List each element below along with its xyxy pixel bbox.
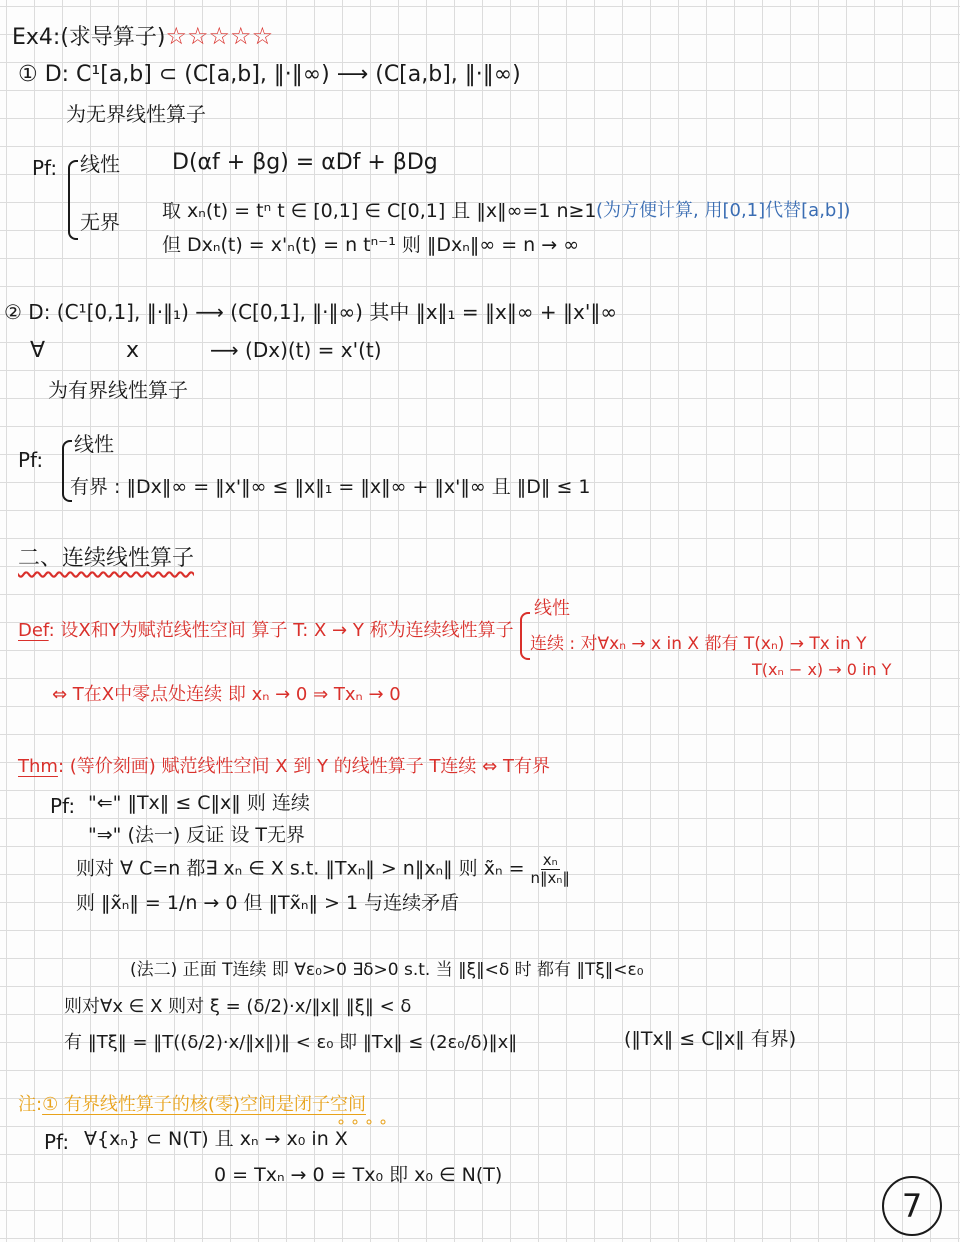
section-title: 二、连续线性算子 xyxy=(18,546,195,571)
thm-pf-line2: "⇒" (法一) 反证 设 T无界 xyxy=(88,824,305,846)
thm-pf-line7: 有 ‖Tξ‖ = ‖T((δ/2)·x/‖x‖)‖ < ε₀ 即 ‖Tx‖ ≤ (2ε₀/δ)‖x‖ xyxy=(64,1032,518,1053)
def-continuous-2: T(xₙ − x) → 0 in Y xyxy=(752,660,892,679)
thm-pf-line6: 则对∀x ∈ X 则对 ξ = (δ/2)·x/‖x‖ ‖ξ‖ < δ xyxy=(64,996,412,1017)
pf2-bounded: 有界 : ‖Dx‖∞ = ‖x'‖∞ ≤ ‖x‖₁ = ‖x‖∞ + ‖x'‖∞ 且 ‖D‖ ≤ 1 xyxy=(70,476,591,498)
pf2-linear-word: 线性 xyxy=(74,432,114,456)
star-rating: ☆☆☆☆☆ xyxy=(165,22,274,50)
thm-label: Thm xyxy=(18,756,58,777)
pf1-label: Pf: xyxy=(32,156,58,180)
emphasis-dots: ∘∘∘∘ xyxy=(336,1112,393,1131)
pf1-brace xyxy=(68,160,78,240)
equivalence: ⇔ T在X中零点处连续 即 xₙ → 0 ⇒ Txₙ → 0 xyxy=(52,684,401,705)
def-brace xyxy=(520,612,530,660)
def-continuous: 连续 : 对∀xₙ → x in X 都有 T(xₙ) → Tx in Y xyxy=(530,634,867,654)
pf1-take: 取 xₙ(t) = tⁿ t ∈ [0,1] ∈ C[0,1] 且 ‖x‖∞=1 n≥1 xyxy=(162,200,597,222)
ex4-label xyxy=(12,22,273,51)
fraction-denominator: n‖xₙ‖ xyxy=(530,868,570,887)
def-text: : 设X和Y为赋范线性空间 算子 T: X → Y 称为连续线性算子 xyxy=(48,620,514,641)
ex4-part1: ① D: C¹[a,b] ⊂ (C[a,b], ‖·‖∞) ⟶ (C[a,b], ‖·‖∞) xyxy=(18,62,521,87)
thm-pf-line4: 则 ‖x̃ₙ‖ = 1/n → 0 但 ‖Tx̃ₙ‖ > 1 与连续矛盾 xyxy=(76,892,460,914)
ex4-part2: ② D: (C¹[0,1], ‖·‖₁) ⟶ (C[0,1], ‖·‖∞) 其中 ‖x‖₁ = ‖x‖∞ + ‖x'‖∞ xyxy=(4,300,617,324)
def-label: Def xyxy=(18,620,49,641)
pf1-linear: D(αf + βg) = αDf + βDg xyxy=(172,150,438,175)
ex4-part1-note: 为无界线性算子 xyxy=(66,102,206,126)
pf1-unbounded-word: 无界 xyxy=(80,210,120,234)
theorem xyxy=(18,756,550,778)
ex4-part2-note: 为有界线性算子 xyxy=(48,378,188,402)
thm-text: : (等价刻画) 赋范线性空间 X 到 Y 的线性算子 T连续 ⇔ T有界 xyxy=(57,756,550,777)
pf1-linear-word: 线性 xyxy=(80,152,120,176)
def-linear: 线性 xyxy=(534,598,570,619)
note-text: ① 有界线性算子的核(零)空间是闭子空间 xyxy=(42,1094,366,1115)
thm-pf-line7-paren: (‖Tx‖ ≤ C‖x‖ 有界) xyxy=(624,1028,797,1050)
p2-x: x xyxy=(126,338,140,363)
thm-pf-line3 xyxy=(76,852,570,886)
thm-pf-label: Pf: xyxy=(50,794,76,818)
pf1-note-blue: (为方便计算, 用[0,1]代替[a,b]) xyxy=(596,200,851,221)
note-pf-label: Pf: xyxy=(44,1130,70,1154)
note-label: 注: xyxy=(18,1094,43,1115)
definition xyxy=(18,620,514,642)
ex4-title: Ex4:(求导算子) xyxy=(12,25,166,50)
thm-pf-line5: (法二) 正面 T连续 即 ∀ε₀>0 ∃δ>0 s.t. 当 ‖ξ‖<δ 时 都有 ‖Tξ‖<ε₀ xyxy=(130,960,644,980)
note-pf-line1: ∀{xₙ} ⊂ N(T) 且 xₙ → x₀ in X xyxy=(84,1128,348,1150)
page-number: 7 xyxy=(882,1176,942,1236)
p2-map: ⟶ (Dx)(t) = x'(t) xyxy=(210,338,382,362)
fraction-numerator: xₙ xyxy=(542,851,558,869)
normalized-fraction xyxy=(531,852,570,886)
thm-pf-line3-text: 则对 ∀ C=n 都∃ xₙ ∈ X s.t. ‖Txₙ‖ > n‖xₙ‖ 则 x̃ₙ = xyxy=(76,857,525,880)
note xyxy=(18,1094,366,1116)
p2-forall: ∀ xyxy=(30,338,46,363)
pf1-but: 但 Dxₙ(t) = x'ₙ(t) = n tⁿ⁻¹ 则 ‖Dxₙ‖∞ = n → ∞ xyxy=(162,234,580,256)
note-pf-line2: 0 = Txₙ → 0 = Tx₀ 即 x₀ ∈ N(T) xyxy=(214,1164,503,1186)
pf2-label: Pf: xyxy=(18,448,44,472)
thm-pf-line1: "⇐" ‖Tx‖ ≤ C‖x‖ 则 连续 xyxy=(88,792,310,814)
